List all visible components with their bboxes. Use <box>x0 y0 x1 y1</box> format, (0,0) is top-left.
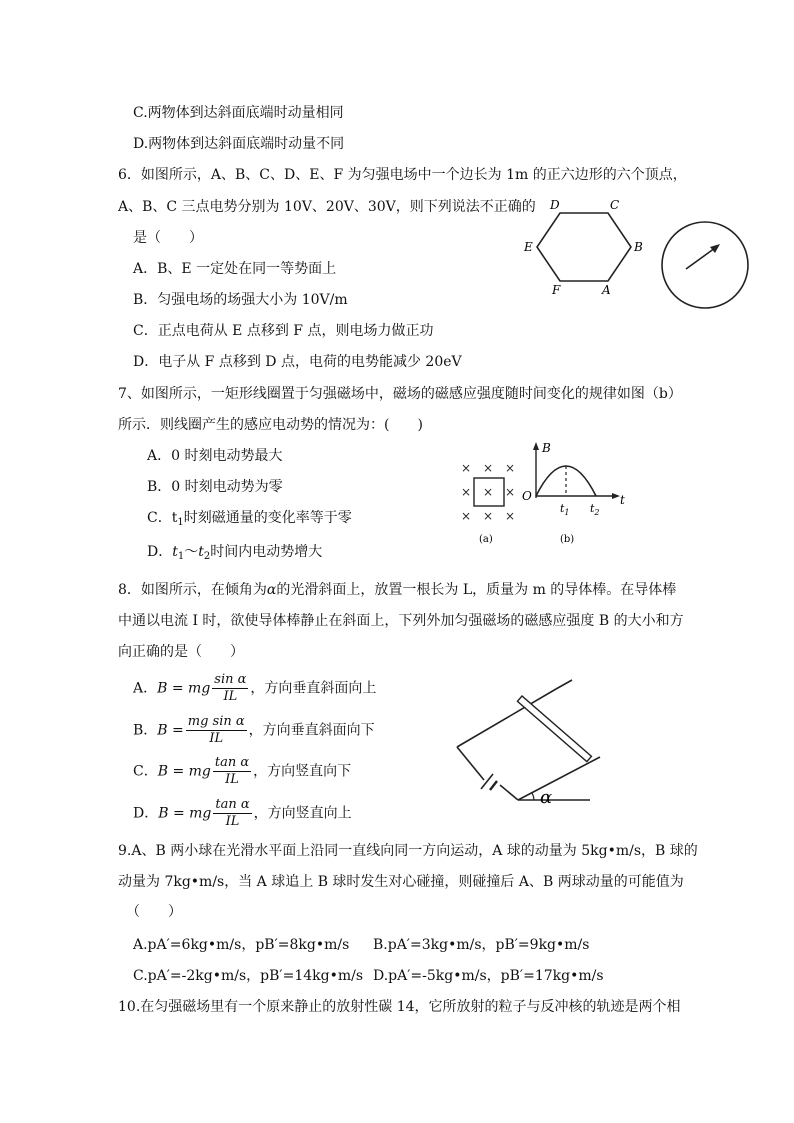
q9-stem-line1: 9.A、B 两小球在光滑水平面上沿同一直线向同一方向运动，A 球的动量为 5kg•m/s，B 球的 <box>118 843 698 859</box>
q9-stem-line2: 动量为 7kg•m/s，当 A 球追上 B 球时发生对心碰撞，则碰撞后 A、B 两球动量的可能值为 <box>118 874 684 890</box>
t2-label: $t_2$ <box>590 502 600 517</box>
q9-option-b: B.pA′=3kg•m/s，pB′=9kg•m/s <box>373 937 590 953</box>
incline-rail-figure <box>450 675 610 810</box>
q6-option-a: A．B、E 一定处在同一等势面上 <box>133 261 337 277</box>
cross-mark: × <box>461 509 472 523</box>
q7-option-d-text: 时间内电动势增大 <box>210 544 323 560</box>
cross-mark: × <box>461 485 472 499</box>
q8-stem-alpha: α <box>266 582 277 598</box>
battery-plate-short <box>490 781 497 790</box>
q8-stem-line1 <box>118 581 676 599</box>
q7-option-a: A．0 时刻电动势最大 <box>147 448 283 464</box>
hexagon-shape <box>537 213 631 281</box>
conductor-rod <box>517 696 591 762</box>
q8-option-b <box>133 714 375 747</box>
q8-option-c-lhs: B = mg <box>157 763 211 780</box>
q8-option-d-numerator: tan α <box>215 797 250 812</box>
q8-option-a-lhs: B = mg <box>157 680 211 697</box>
q8-stem-line3: 向正确的是（ ） <box>118 644 244 660</box>
vertex-label-e: E <box>524 240 533 254</box>
q9-stem-line3: （ ） <box>126 904 182 920</box>
q5-option-d: D.两物体到达斜面底端时动量不同 <box>133 136 345 152</box>
hexagon-figure <box>520 195 780 330</box>
cross-mark: × <box>483 485 494 499</box>
cross-mark: × <box>483 509 494 523</box>
t1-label: $t_1$ <box>560 502 570 517</box>
cross-mark: × <box>505 461 516 475</box>
b-axis-arrow <box>533 442 539 450</box>
caption-a: (a) <box>479 534 493 545</box>
angle-arc <box>532 793 534 800</box>
rail-upper-ext <box>556 680 572 689</box>
q8-option-d-denominator: IL <box>225 814 240 829</box>
vertex-label-d: D <box>550 198 560 212</box>
vertex-label-f: F <box>552 283 561 297</box>
q6-stem-line3: 是（ ） <box>133 230 203 246</box>
q6-option-b: B．匀强电场的场强大小为 10V/m <box>133 292 348 308</box>
circuit-wire-left <box>457 747 484 780</box>
q6-stem-line1: 6．如图所示，A、B、C、D、E、F 为匀强电场中一个边长为 1m 的正六边形的六个顶点， <box>118 167 687 183</box>
q7-option-d-label: D． <box>147 544 173 560</box>
q8-stem-prefix: 8．如图所示，在倾角为 <box>118 582 267 598</box>
angle-alpha-label: α <box>540 787 553 808</box>
q8-option-c <box>133 755 351 788</box>
q8-option-c-numerator: tan α <box>214 755 250 770</box>
b-axis-label: B <box>542 441 551 455</box>
q8-option-b-fraction <box>186 714 247 747</box>
q7-option-d-t2-sub: 2 <box>203 551 211 562</box>
q8-option-a <box>133 672 376 705</box>
q7-option-c-prefix: C．t <box>147 510 178 526</box>
dial-arrowhead <box>710 244 720 253</box>
dial-circle <box>662 222 748 308</box>
vertex-label-c: C <box>610 198 620 212</box>
q5-option-c: C.两物体到达斜面底端时动量相同 <box>133 105 344 121</box>
q8-option-a-numerator: sin α <box>214 672 247 687</box>
cross-mark: × <box>483 461 494 475</box>
q8-option-b-numerator: mg sin α <box>187 714 245 729</box>
vertex-label-b: B <box>634 240 643 254</box>
q7-option-d-t2: t <box>198 544 204 560</box>
q8-option-c-denominator: IL <box>225 772 239 787</box>
q9-option-c: C.pA′=-2kg•m/s，pB′=14kg•m/s <box>133 968 364 984</box>
caption-b: (b) <box>560 534 575 545</box>
q8-option-c-label: C． <box>133 763 158 780</box>
q6-stem-line2: A、B、C 三点电势分别为 10V、20V、30V，则下列说法不正确的 <box>118 199 536 215</box>
q10-stem-line1: 10.在匀强磁场里有一个原来静止的放射性碳 14，它所放射的粒子与反冲核的轨迹是两个相 <box>118 999 681 1015</box>
b-t-graph <box>520 440 630 548</box>
q7-option-d-t1: t <box>172 544 178 560</box>
cross-mark: × <box>505 485 516 499</box>
q8-stem-line2: 中通以电流 I 时，欲使导体棒静止在斜面上，下列外加匀强磁场的磁感应强度 B 的大小和方 <box>118 613 684 629</box>
q8-option-d-lhs: B = mg <box>158 805 212 822</box>
q8-option-b-lhs: B = <box>157 722 184 739</box>
q7-option-c <box>147 509 352 532</box>
q9-option-a: A.pA′=6kg•m/s，pB′=8kg•m/s <box>133 937 350 953</box>
t-axis-arrow <box>612 493 620 499</box>
cross-mark: × <box>461 461 472 475</box>
q8-option-a-denominator: IL <box>223 689 238 704</box>
q8-option-a-text: ，方向垂直斜面向上 <box>250 680 377 697</box>
circuit-wire-right <box>500 785 518 800</box>
q8-option-b-label: B． <box>133 722 158 739</box>
q7-option-d-tilde: ～ <box>184 544 199 560</box>
q8-option-b-text: ，方向垂直斜面向下 <box>248 722 375 739</box>
q7-option-c-subscript: 1 <box>177 517 184 528</box>
vertex-label-a: A <box>602 283 611 297</box>
q8-option-d-fraction <box>213 797 251 830</box>
q7-option-c-text: 时刻磁通量的变化率等于零 <box>183 510 352 526</box>
q8-option-c-fraction <box>213 755 251 788</box>
q7-stem-line2: 所示．则线圈产生的感应电动势的情况为：( ) <box>118 417 423 433</box>
cross-mark: × <box>505 509 516 523</box>
q8-option-d <box>133 797 352 830</box>
q8-option-a-label: A． <box>133 680 158 697</box>
t-axis-label: t <box>620 493 625 507</box>
origin-label: O <box>522 489 532 503</box>
q6-option-d: D．电子从 F 点移到 D 点，电荷的电势能减少 20eV <box>133 354 462 370</box>
q7-option-b: B．0 时刻电动势为零 <box>147 479 283 495</box>
q8-option-d-text: ，方向竖直向上 <box>253 805 352 822</box>
q6-option-c: C．正点电荷从 E 点移到 F 点，则电场力做正功 <box>133 323 434 339</box>
q7-stem-line1: 7、如图所示，一矩形线圈置于匀强磁场中，磁场的磁感应强度随时间变化的规律如图（b） <box>118 386 682 402</box>
q8-option-c-text: ，方向竖直向下 <box>253 763 352 780</box>
q8-option-a-fraction <box>212 672 248 705</box>
q7-option-d-t1-sub: 1 <box>177 551 185 562</box>
q7-option-d <box>147 543 322 566</box>
q8-option-b-denominator: IL <box>209 731 224 746</box>
dial-arrow <box>686 248 715 269</box>
rail-lower <box>518 757 600 800</box>
q9-option-d: D.pA′=-5kg•m/s，pB′=17kg•m/s <box>373 968 604 984</box>
q8-option-d-label: D． <box>133 805 159 822</box>
q8-stem-suffix: 的光滑斜面上，放置一根长为 L，质量为 m 的导体棒。在导体棒 <box>276 582 677 598</box>
